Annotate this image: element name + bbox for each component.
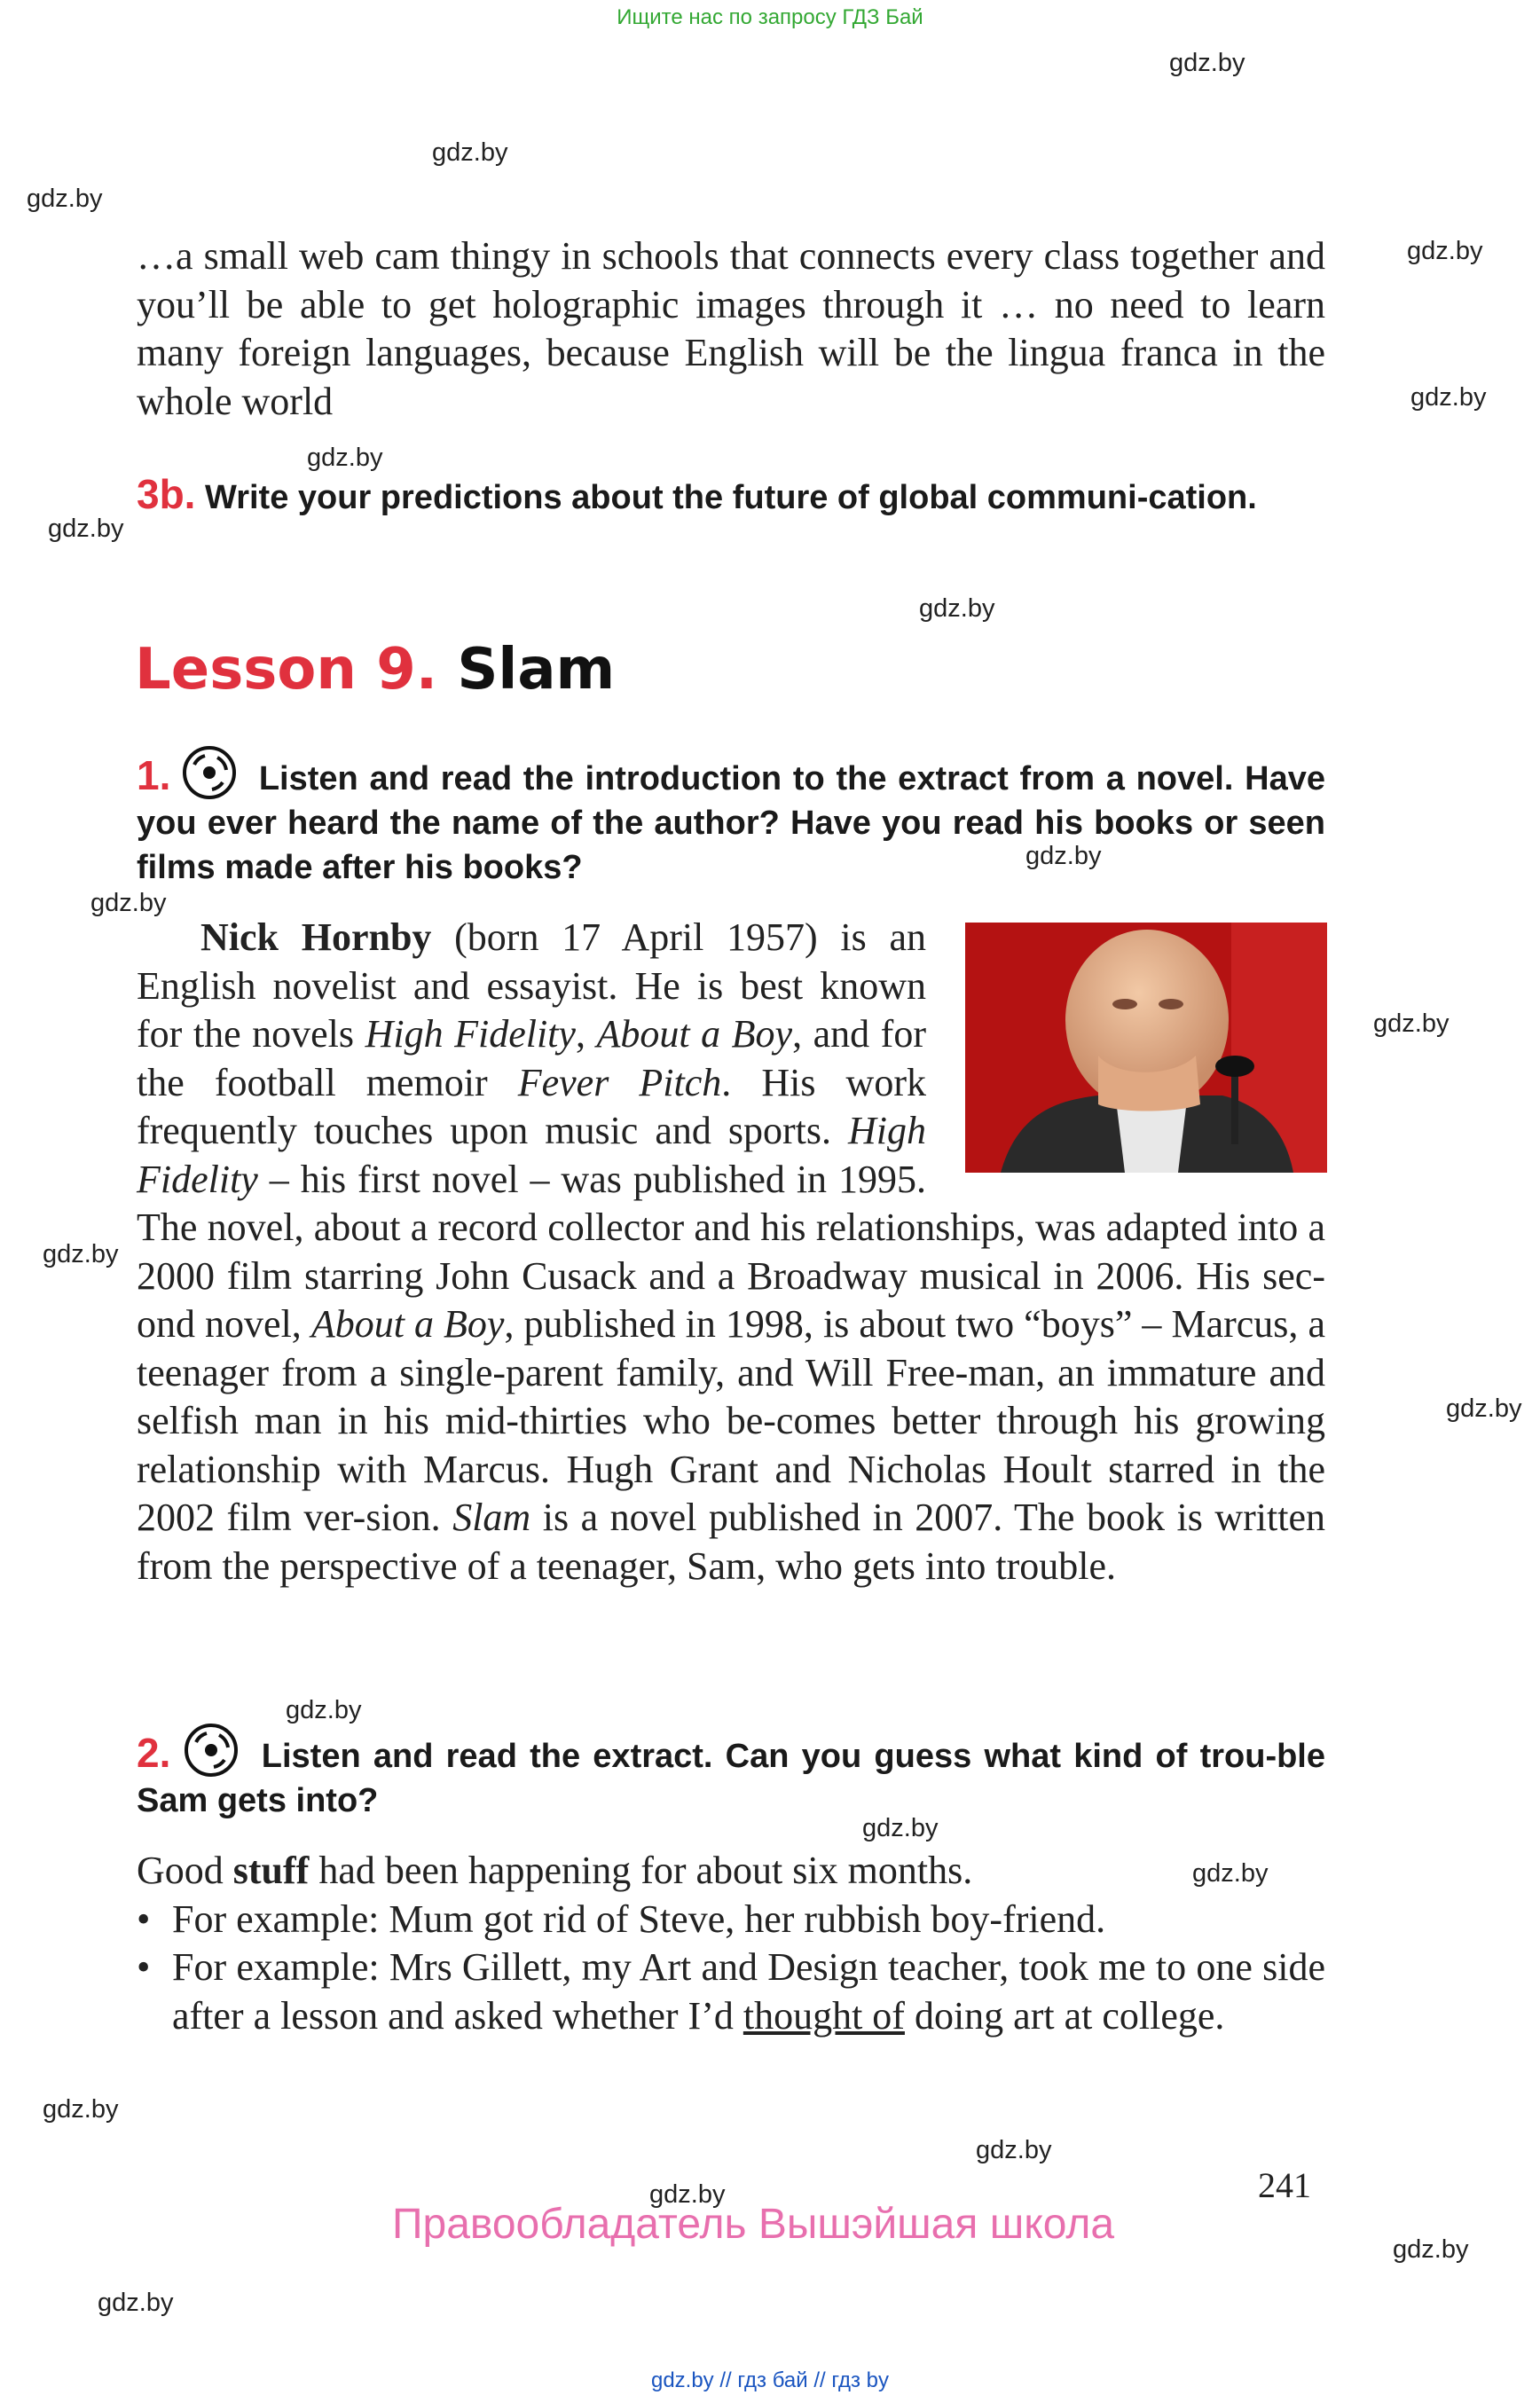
book-title: High Fidelity (365, 1012, 576, 1056)
watermark: gdz.by (432, 138, 508, 167)
list-item: • For example: Mum got rid of Steve, her rubbish boy-friend. (73, 1896, 1325, 1944)
watermark: gdz.by (862, 1814, 939, 1842)
watermark: gdz.by (1169, 49, 1245, 77)
task-text: Listen and read the introduction to the extract from a novel. Have you ever heard the name of the author? Have you read his books or seen films made after his books? (137, 760, 1325, 886)
extract-line: Good stuff had been happening for about six months. (137, 1849, 973, 1892)
watermark: gdz.by (1025, 842, 1102, 870)
bio-paragraph (137, 914, 1325, 1590)
bio-text: , and for the football memoir (137, 1012, 926, 1104)
photo-spacer (926, 914, 1325, 1173)
lesson-name: Slam (457, 637, 616, 703)
watermark: gdz.by (43, 2095, 119, 2124)
audio-cd-icon[interactable] (184, 1723, 239, 1778)
watermark: gdz.by (90, 889, 167, 917)
task-text: Write your predictions about the future of global communi-cation. (205, 479, 1257, 516)
watermark: gdz.by (43, 1240, 119, 1268)
extract-list (73, 1896, 1325, 2041)
task-number: 3b. (137, 471, 196, 517)
book-title: About a Boy (596, 1012, 793, 1056)
top-banner[interactable]: Ищите нас по запросу ГДЗ Бай (617, 5, 923, 29)
watermark: gdz.by (919, 594, 995, 623)
watermark: gdz.by (1407, 237, 1483, 265)
task-number: 1. (137, 752, 171, 798)
lesson-title (135, 637, 615, 703)
bullet-icon: • (137, 1896, 151, 1941)
bio-text: (born 17 April 1957) is an English novelist and essayist. He is best known for the novels (137, 915, 926, 1056)
watermark: gdz.by (286, 1696, 362, 1724)
lesson-label: Lesson 9. (135, 637, 438, 703)
task-2 (137, 1723, 1325, 1823)
bio-text: is a novel published in 2007. The book is written from the perspective of a teenager, Sam, who gets into trouble. (137, 1496, 1325, 1588)
task-text: Listen and read the extract. Can you guess what kind of trou-ble Sam gets into? (137, 1738, 1326, 1819)
vocab-word: stuff (232, 1849, 310, 1892)
task-number: 2. (137, 1730, 171, 1776)
bio-text: , published in 1998, is about two “boys” – Marcus, a teenager from a single-parent family, and Will Free-man, an immature and selfish man in his mid-thirties who be-comes better through his growing relationship with Marcus. Hugh Grant and Nicholas Hoult starred in the 2002 film ver-sion. (137, 1302, 1325, 1539)
watermark: gdz.by (48, 514, 124, 543)
list-item: • For example: Mrs Gillett, my Art and Design teacher, took me to one side after a lesson and asked whether I’d thought of doing art at college. (137, 1945, 1325, 2038)
book-title: About a Boy (310, 1302, 505, 1346)
rights-notice: Правообладатель Вышэйшая школа (392, 2201, 1115, 2248)
audio-cd-icon[interactable] (182, 745, 237, 800)
intro-quote: …a small web cam thingy in schools that connects every class together and you’ll be able to get holographic images through it … no need to learn many foreign languages, because English will be the lingua franca in the whole world (137, 234, 1325, 423)
bio-text: – his first novel – was published in 1995. The novel, about a record collector and his relationships, was adapted into a 2000 film starring John Cusack and a Broadway musical in 2006. His sec-ond novel, (137, 1157, 1325, 1346)
watermark: gdz.by (307, 444, 383, 472)
watermark: gdz.by (1192, 1859, 1269, 1888)
author-name: Nick Hornby (200, 915, 432, 959)
bio-text: . His work frequently touches upon music and sports. (137, 1060, 926, 1152)
watermark: gdz.by (1393, 2235, 1469, 2264)
watermark: gdz.by (1446, 1394, 1522, 1423)
watermark: gdz.by (976, 2136, 1052, 2164)
bullet-icon: • (137, 1945, 151, 1989)
page-number: 241 (1258, 2165, 1311, 2205)
book-title: Fever Pitch (517, 1060, 722, 1104)
extract (137, 1847, 1325, 2040)
book-title: High Fidelity (137, 1109, 926, 1201)
bio-text: , (575, 1012, 597, 1056)
watermark: gdz.by (1373, 1009, 1450, 1038)
watermark: gdz.by (649, 2180, 726, 2209)
watermark: gdz.by (98, 2289, 174, 2317)
watermark: gdz.by (1410, 383, 1487, 412)
book-title: Slam (452, 1496, 531, 1539)
watermark: gdz.by (27, 185, 103, 213)
task-1 (137, 745, 1325, 890)
bottom-links[interactable]: gdz.by // гдз бай // гдз by (650, 2368, 890, 2392)
task-3b (137, 472, 1325, 520)
vocab-phrase: thought of (742, 1993, 905, 2038)
